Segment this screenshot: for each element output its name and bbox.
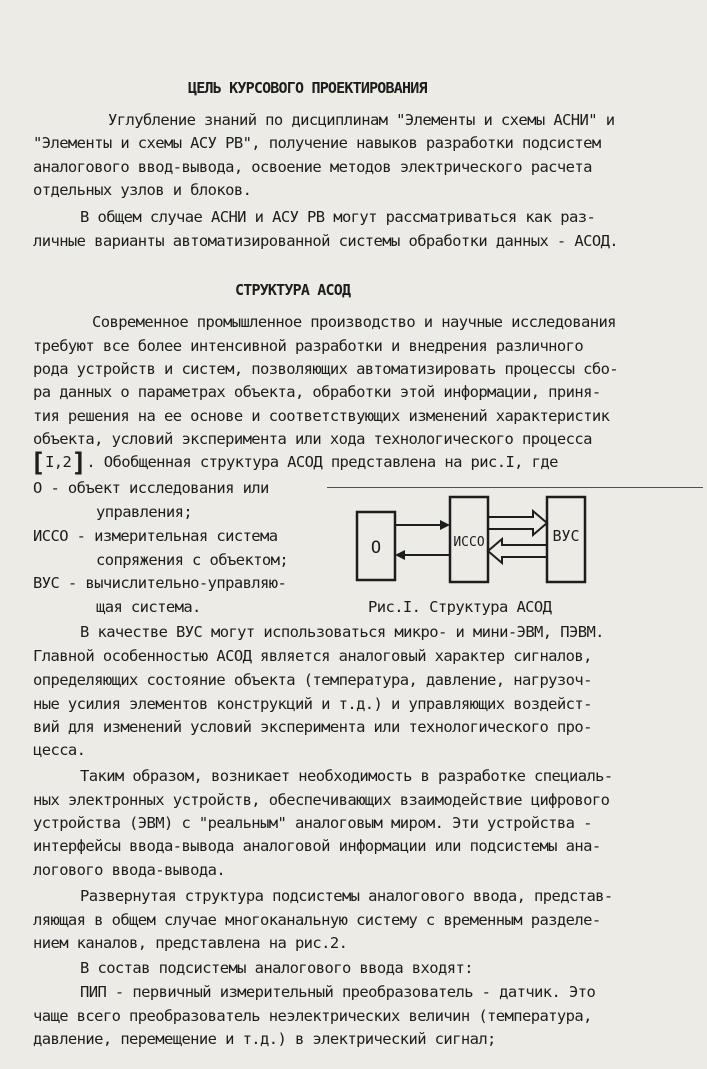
para3-line-6: объекта, условий эксперимента или хода технологического процесса [33,430,592,448]
para3-line-2: требуют все более интенсивной разработки и внедрения различного [33,337,584,355]
para3-line-7: [I,2]. Обобщенная структура АСОД представлена на рис.I, где [30,448,558,478]
para3-line-4: ра данных о параметрах объекта, обработки этой информации, приня- [33,383,601,401]
para8-line-1: ПИП - первичный измерительный преобразователь - датчик. Это [80,983,596,1001]
para1-line-1: Углубление знаний по дисциплинам "Элементы и схемы АСНИ" и [108,111,615,129]
legend-vus: ВУС - вычислительно-управляю- [33,574,287,592]
para5-line-1: Таким образом, возникает необходимость в разработке специаль- [80,767,613,785]
legend-isso: ИССО - измерительная система [33,527,278,545]
para5-line-4: интерфейсы ввода-вывода аналоговой информации или подсистемы ана- [33,837,601,855]
para1-line-3: аналогового ввод-вывода, освоение методов электрического расчета [33,158,592,176]
heading-course-goal: ЦЕЛЬ КУРСОВОГО ПРОЕКТИРОВАНИЯ [188,79,427,97]
arrow-isso-to-object-head [395,550,405,560]
para4-line-1: В качестве ВУС могут использоваться микро- и мини-ЭВМ, ПЭВМ. [80,623,604,641]
para4-line-2: Главной особенностью АСОД является аналоговый характер сигналов, [33,647,592,665]
legend-isso-cont: сопряжения с объектом; [96,551,289,569]
vus-block-label: ВУС [552,527,580,545]
asod-structure-diagram [325,487,705,597]
legend-object: О - объект исследования или [33,479,269,497]
heading-asod-structure: СТРУКТУРА АСОД [235,281,351,299]
para3-line-1: Современное промышленное производство и научные исследования [92,313,616,331]
para1-line-4: отдельных узлов и блоков. [33,181,252,199]
para3-line-5: тия решения на ее основе и соответствующих изменений характеристик [33,407,610,425]
isso-block-label: ИССО [453,535,485,550]
para2-line-1: В общем случае АСНИ и АСУ РВ могут рассматриваться как раз- [80,208,596,226]
figure-caption: Рис.I. Структура АСОД [368,598,552,616]
para6-line-3: нием каналов, представлена на рис.2. [33,934,348,952]
para8-line-2: чаще всего преобразователь неэлектрических величин (температура, [33,1007,592,1025]
para4-line-5: вий для изменений условий эксперимента или технологического про- [33,718,592,736]
para3-line-3: рода устройств и систем, позволяющих автоматизировать процессы сбо- [33,360,619,378]
object-block-label: О [370,538,382,558]
citation-ref: I,2 [45,453,72,471]
para5-line-5: логового ввода-вывода. [33,861,226,879]
para2-line-2: личные варианты автоматизированной системы обработки данных - АСОД. [33,232,619,250]
para5-line-2: ных электронных устройств, обеспечивающих взаимодействие цифрового [33,791,610,809]
arrow-isso-to-vus [488,511,547,535]
para5-line-3: устройства (ЭВМ) с "реальным" аналоговым миром. Эти устройства - [33,814,592,832]
para4-line-6: цесса. [33,741,86,759]
para4-line-3: определяющих состояние объекта (температура, давление, нагрузоч- [33,671,592,689]
para6-line-2: ляющая в общем случае многоканальную систему с временным разделе- [33,911,601,929]
para7-line-1: В состав подсистемы аналогового ввода входят: [80,959,473,977]
para3-line-7-text: . Обобщенная структура АСОД представлена на рис.I, где [86,453,558,471]
arrow-vus-to-isso [488,539,547,563]
para8-line-3: давление, перемещение и т.д.) в электрический сигнал; [33,1030,496,1048]
para1-line-2: "Элементы и схемы АСУ РВ", получение навыков разработки подсистем [33,134,601,152]
para6-line-1: Развернутая структура подсистемы аналогового ввода, представ- [80,887,613,905]
legend-vus-cont: щая система. [96,598,201,616]
legend-object-cont: управления; [96,503,193,521]
arrow-object-to-isso-head [440,520,450,530]
para4-line-4: ные усилия элементов конструкций и т.д.) и управляющих воздейст- [33,695,592,713]
